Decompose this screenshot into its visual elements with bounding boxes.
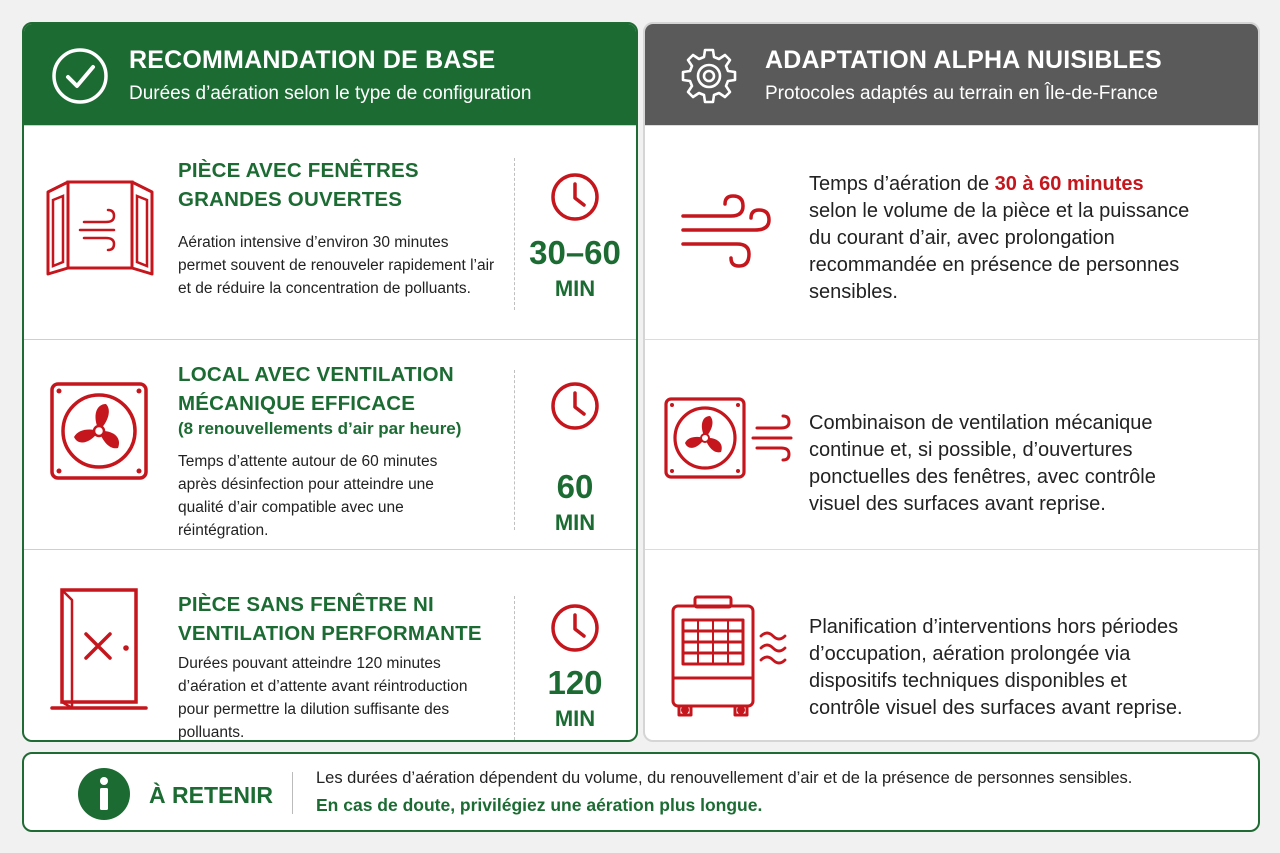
config-row-open-windows: [24, 125, 636, 339]
config-title: PIÈCE SANS FENÊTRE NI VENTILATION PERFORMANTE: [178, 593, 482, 645]
duration-value: 120: [547, 664, 603, 701]
duration-unit: MIN: [554, 706, 596, 731]
clock-icon: [549, 171, 601, 223]
check-circle-icon: [50, 46, 110, 106]
adaptation-row-airflow: [645, 125, 1258, 339]
fan-airflow-icon: [663, 396, 798, 482]
duration-value: 60: [556, 468, 594, 505]
adaptation-text: Temps d’aération de 30 à 60 minutes selon le volume de la pièce et la puissance du courant d’air, avec prolongation recommandée en présence de personnes sensibles.: [809, 173, 1190, 303]
row-divider: [514, 596, 515, 740]
highlighted-duration: 30 à 60 minutes: [994, 173, 1144, 195]
adaptation-row-planning: [645, 549, 1258, 742]
takeaway-divider: [292, 772, 293, 814]
row-divider: [514, 158, 515, 310]
clock-icon: [549, 602, 601, 654]
key-takeaway-box: [22, 752, 1260, 832]
config-description: Temps d’attente autour de 60 minutes après désinfection pour atteindre une qualité d’air compatible avec une réintégration.: [178, 453, 438, 539]
base-title: RECOMMANDATION DE BASE: [129, 46, 496, 74]
clock-icon: [549, 380, 601, 432]
takeaway-text: Les durées d’aération dépendent du volume, du renouvellement d’air et de la présence de personnes sensibles.: [316, 769, 1133, 787]
duration-unit: MIN: [554, 276, 596, 301]
gear-icon: [679, 46, 739, 106]
duration-value: 30–60: [529, 234, 621, 271]
air-purifier-icon: [667, 594, 789, 720]
config-title: LOCAL AVEC VENTILATION MÉCANIQUE EFFICACE: [178, 363, 454, 415]
adaptation-title: ADAPTATION ALPHA NUISIBLES: [765, 46, 1162, 74]
takeaway-emphasis: En cas de doute, privilégiez une aération plus longue.: [316, 795, 763, 815]
adaptation-panel: [643, 22, 1260, 742]
adaptation-subtitle: Protocoles adaptés au terrain en Île-de-France: [765, 83, 1158, 104]
wall-fan-icon: [48, 380, 150, 482]
takeaway-label: À RETENIR: [149, 782, 273, 808]
adaptation-text: Planification d’interventions hors périodes d’occupation, aération prolongée via dispositifs techniques disponibles et contrôle visuel des surfaces avant reprise.: [809, 616, 1183, 719]
duration-unit: MIN: [554, 510, 596, 535]
base-recommendation-panel: [22, 22, 638, 742]
config-row-no-window: [24, 549, 636, 742]
open-window-icon: [44, 170, 156, 282]
config-title: PIÈCE AVEC FENÊTRES GRANDES OUVERTES: [178, 159, 419, 211]
config-note: (8 renouvellements d’air par heure): [178, 419, 462, 438]
base-header: [24, 24, 636, 125]
adaptation-header: [645, 24, 1258, 125]
adaptation-text: Combinaison de ventilation mécanique continue et, si possible, d’ouvertures ponctuelles des fenêtres, avec contrôle visuel des surfaces avant reprise.: [809, 412, 1156, 515]
row-divider: [514, 370, 515, 530]
closed-room-icon: [50, 586, 150, 712]
config-row-mechanical-ventilation: [24, 339, 636, 549]
base-subtitle: Durées d’aération selon le type de configuration: [129, 83, 532, 104]
adaptation-row-ventilation: [645, 339, 1258, 549]
config-description: Aération intensive d’environ 30 minutes permet souvent de renouveler rapidement l’air et de réduire la concentration de polluants.: [178, 234, 495, 297]
info-icon: [78, 768, 130, 820]
wind-icon: [679, 192, 775, 272]
config-description: Durées pouvant atteindre 120 minutes d’aération et d’attente avant réintroduction pour permettre la dilution suffisante des polluants.: [178, 655, 468, 741]
